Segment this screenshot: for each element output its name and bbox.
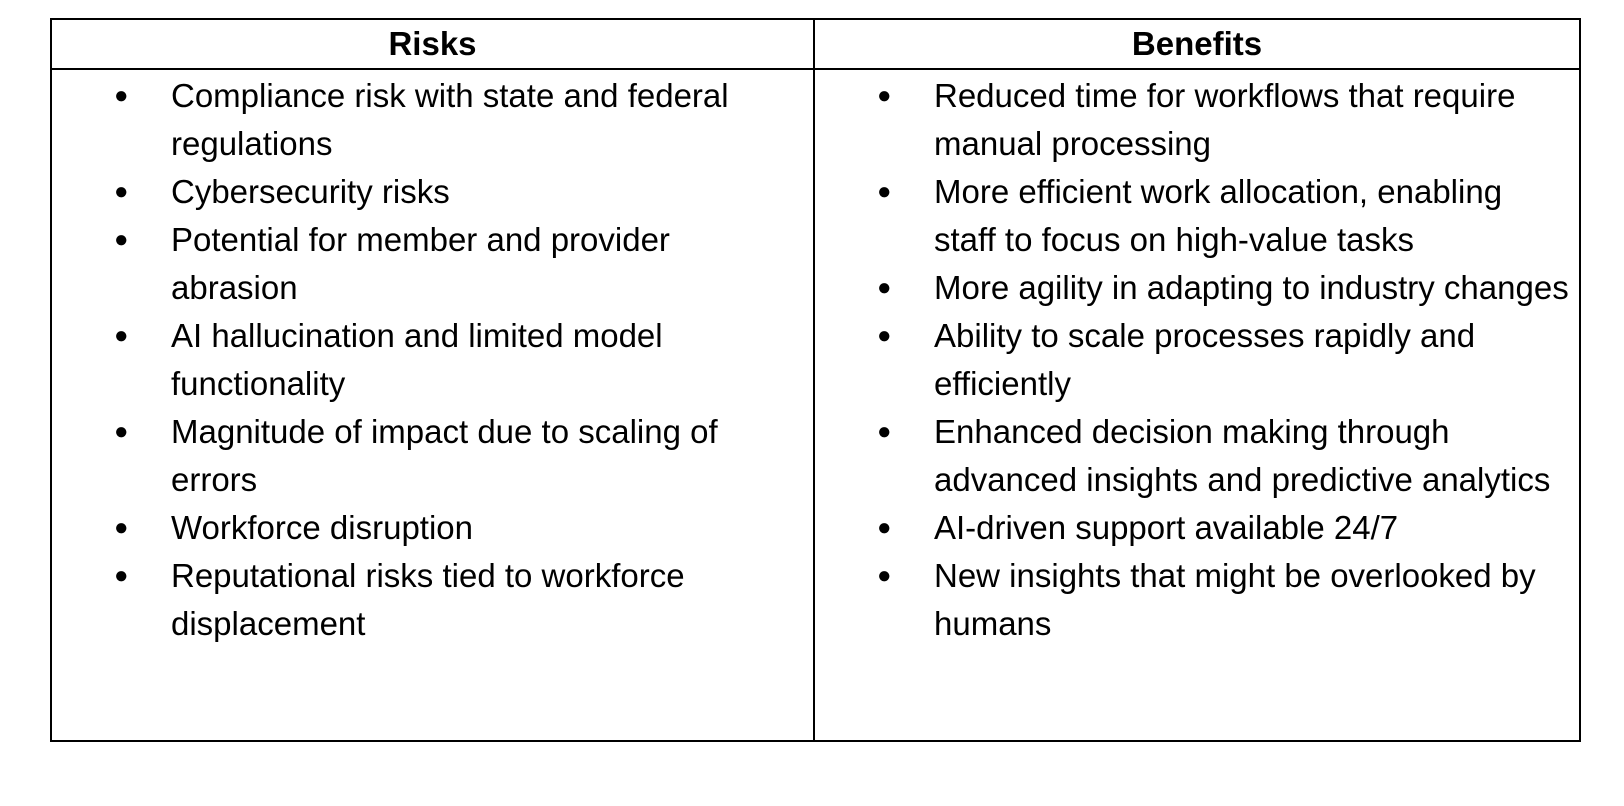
risk-item-text: Magnitude of impact due to scaling of errors — [171, 413, 718, 498]
bullet-icon: ● — [114, 418, 129, 445]
bullet-icon: ● — [114, 226, 129, 253]
risk-item-text: Compliance risk with state and federal regulations — [171, 77, 729, 162]
benefits-cell — [814, 69, 1580, 741]
benefit-item — [815, 72, 1579, 168]
bullet-icon: ● — [877, 322, 892, 349]
risks-cell — [51, 69, 814, 741]
benefit-item-text: Enhanced decision making through advanced insights and predictive analytics — [934, 413, 1551, 498]
risk-item-text: Cybersecurity risks — [171, 173, 450, 210]
benefits-header: Benefits — [814, 19, 1580, 69]
risk-item — [52, 312, 813, 408]
benefit-item — [815, 408, 1579, 504]
bullet-icon: ● — [877, 274, 892, 301]
bullet-icon: ● — [114, 322, 129, 349]
bullet-icon: ● — [877, 418, 892, 445]
risk-item — [52, 168, 813, 216]
benefit-item — [815, 312, 1579, 408]
bullet-icon: ● — [114, 562, 129, 589]
header-row — [51, 19, 1580, 69]
benefit-item-text: Reduced time for workflows that require manual processing — [934, 77, 1516, 162]
risks-list — [52, 70, 813, 648]
bullet-icon: ● — [114, 178, 129, 205]
risk-item — [52, 216, 813, 312]
risk-item — [52, 504, 813, 552]
bullet-icon: ● — [877, 82, 892, 109]
risks-benefits-table-container — [50, 18, 1579, 742]
risk-item — [52, 408, 813, 504]
bullet-icon: ● — [114, 514, 129, 541]
bullet-icon: ● — [114, 82, 129, 109]
risk-item — [52, 552, 813, 648]
risk-item-text: Workforce disruption — [171, 509, 474, 546]
benefit-item — [815, 552, 1579, 648]
risk-item — [52, 72, 813, 168]
bullet-icon: ● — [877, 178, 892, 205]
benefits-list — [815, 70, 1579, 648]
benefit-item — [815, 504, 1579, 552]
bullet-icon: ● — [877, 514, 892, 541]
benefit-item-text: More agility in adapting to industry changes — [934, 269, 1569, 306]
risk-item-text: AI hallucination and limited model functionality — [171, 317, 663, 402]
benefit-item-text: Ability to scale processes rapidly and efficiently — [934, 317, 1476, 402]
bullet-icon: ● — [877, 562, 892, 589]
benefit-item-text: New insights that might be overlooked by humans — [934, 557, 1536, 642]
content-row — [51, 69, 1580, 741]
risk-item-text: Reputational risks tied to workforce displacement — [171, 557, 685, 642]
benefit-item — [815, 264, 1579, 312]
risks-benefits-table — [50, 18, 1581, 742]
risks-header: Risks — [51, 19, 814, 69]
benefit-item — [815, 168, 1579, 264]
benefit-item-text: More efficient work allocation, enabling staff to focus on high-value tasks — [934, 173, 1503, 258]
benefit-item-text: AI-driven support available 24/7 — [934, 509, 1399, 546]
risk-item-text: Potential for member and provider abrasion — [171, 221, 670, 306]
